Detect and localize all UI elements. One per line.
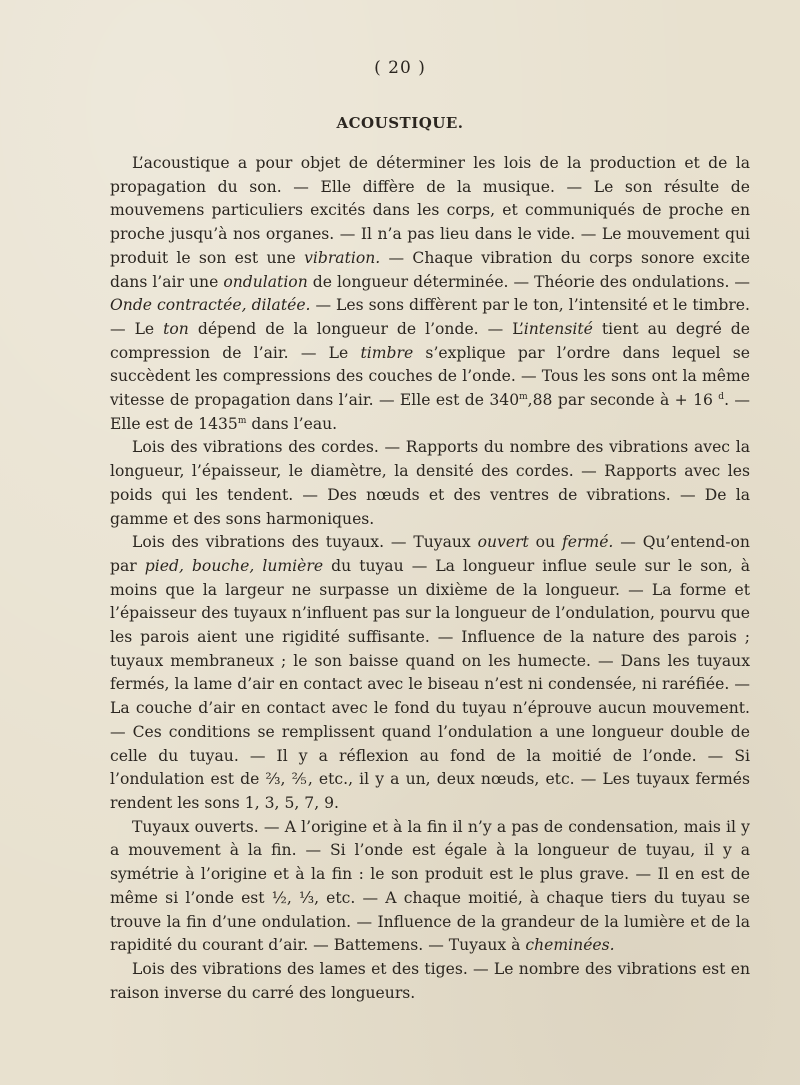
italic-term: fermé. [561, 533, 614, 552]
italic-term: cheminées. [525, 936, 615, 955]
italic-term: ondulation [223, 272, 308, 291]
italic-term: ouvert [477, 533, 529, 552]
italic-term: vibration. [304, 248, 381, 267]
paragraph-lames-tiges [110, 958, 750, 1005]
text-run: ,88 par seconde à + 16 [527, 391, 719, 410]
italic-term: timbre [360, 343, 414, 362]
italic-term: pied, bouche, lumière [144, 556, 324, 575]
text-run: — Chaque vibration du corps sonore excite dans l’air une [110, 248, 750, 291]
text-run: Lois des vibrations des lames et des tiges. — Le nombre des vibrations est en raison inverse du carré des longueurs. [110, 959, 750, 1002]
text-run: de longueur déterminée. — Théorie des ondulations. — [307, 272, 750, 291]
text-run: du tuyau — La longueur influe seule sur le son, à moins que la largeur ne surpasse un dixième de la longueur. — La forme et l’épaisseur des tuyaux n’influent pas sur la longueur de l’ondulation, pourvu que les parois aient une rigidité suffisante. — Influence de la nature des parois ; tuyaux membraneux ; le son baisse quand on les humecte. — Dans les tuyaux fermés, la lame d’air en contact avec le biseau n’est ni condensée, ni raréfiée. — La couche d’air en contact avec le fond du tuyau n’éprouve aucun mouvement. — Ces conditions se remplissent quand l’ondulation a une longueur double de celle du tuyau. — Il y a réflexion au fond de la moitié de l’onde. — Si l’ondulation est de ⅔, ⅖, etc., il y a un, deux nœuds, etc. — Les tuyaux fermés rendent les sons 1, 3, 5, 7, 9. [110, 556, 750, 812]
superscript-unit: m [237, 415, 247, 426]
italic-term: ton [163, 319, 189, 338]
superscript-unit: m [519, 392, 528, 403]
text-run: . — Elle est de 1435 [110, 391, 750, 433]
text-run: dépend de la longueur de l’onde. — L’ [188, 319, 524, 338]
page-number: ( 20 ) [374, 58, 426, 78]
text-run: dans l’eau. [246, 414, 338, 433]
paragraph-tuyaux-ouverts [110, 816, 750, 958]
body-text [110, 152, 750, 1005]
text-run: s’explique par l’ordre dans lequel se succèdent les compressions des couches de l’onde. — Tous les sons ont la même vitesse de propagation dans l’air. — Elle est de 340 [110, 343, 750, 410]
text-run: L’acoustique a pour objet de déterminer les lois de la production et de la propagation du son. — Elle diffère de la musique. — Le son résulte de mouvemens particuliers excités dans les corps, et communiqués de proche en proche jusqu’à nos organes. — Il n’a pas lieu dans le vide. — Le mouvement qui produit le son est une [110, 154, 750, 267]
text-run: Lois des vibrations des tuyaux. — Tuyaux [132, 533, 478, 552]
section-title: ACOUSTIQUE. [336, 114, 464, 132]
text-run: ou [528, 533, 562, 552]
text-run: tient au degré de compression de l’air. — Le [110, 319, 751, 362]
text-run: Lois des vibrations des cordes. — Rapports du nombre des vibrations avec la longueur, l’épaisseur, le diamètre, la densité des cordes. — Rapports avec les poids qui les tendent. — Des nœuds et des ventres de vibrations. — De la gamme et des sons harmoniques. [110, 438, 750, 528]
text-run: Tuyaux ouverts. — A l’origine et à la fin il n’y a pas de condensation, mais il y a mouvement à la fin. — Si l’onde est égale à la longueur de tuyau, il y a symétrie à l’origine et à la fin : le son produit est le plus grave. — Il en est de même si l’onde est ½, ⅓, etc. — A chaque moitié, à chaque tiers du tuyau se trouve la fin d’une ondulation. — Influence de la grandeur de la lumière et de la rapidité du courant d’air. — Battemens. — Tuyaux à [110, 817, 750, 955]
superscript-unit: d [718, 392, 725, 403]
paragraph-acoustique-intro [110, 152, 750, 436]
italic-term: intensité [523, 319, 593, 338]
text-run: — Qu’entend-on par [110, 533, 750, 575]
paragraph-tuyaux [110, 531, 750, 815]
paragraph-cordes [110, 436, 750, 531]
text-run: — Les sons diffèrent par le ton, l’intensité et le timbre. — Le [110, 296, 750, 338]
italic-term: Onde contractée, dilatée. [110, 296, 311, 315]
